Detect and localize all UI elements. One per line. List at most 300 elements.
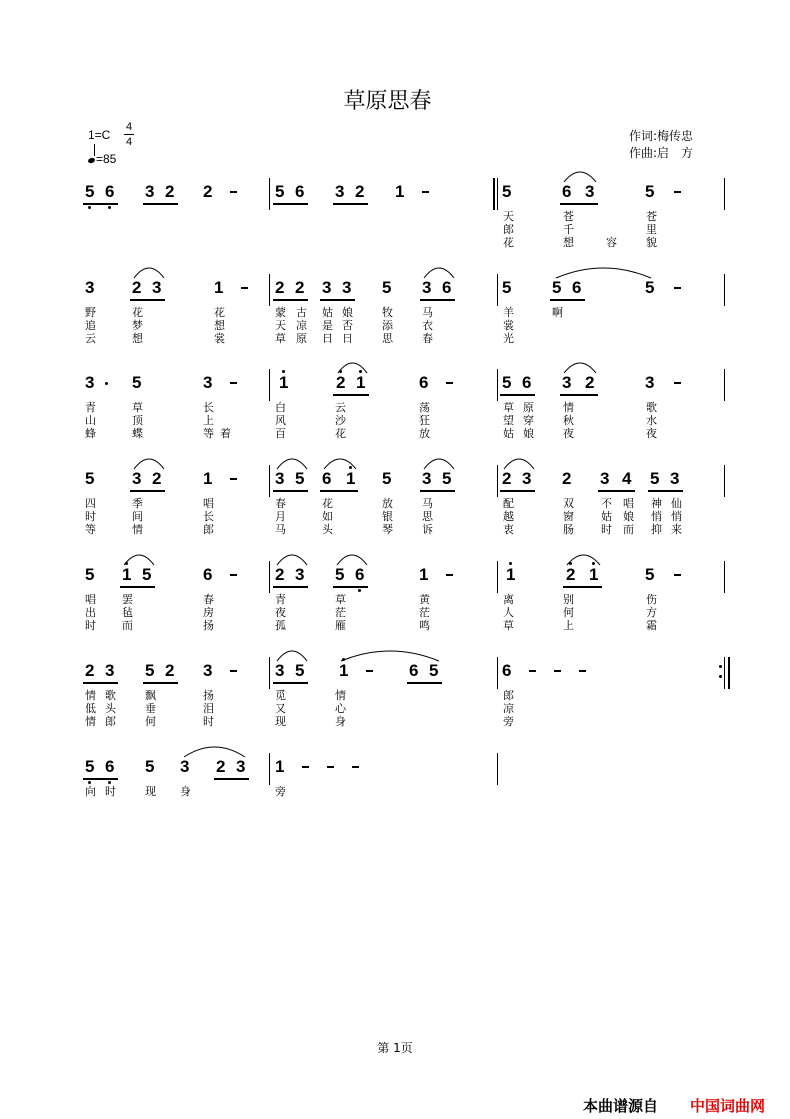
bar-line xyxy=(497,369,498,401)
beam-underline xyxy=(273,203,308,205)
note: 2 xyxy=(275,278,285,297)
note: 6 xyxy=(105,182,115,201)
lyric-syllable: 沙 xyxy=(335,414,346,427)
lyric-syllable: 裳 xyxy=(214,332,225,345)
lyric-syllable: 上 xyxy=(563,619,574,632)
lyric-syllable: 不 xyxy=(601,497,612,510)
bar-line xyxy=(724,369,725,401)
note: 3 xyxy=(295,565,305,584)
lyric-syllable: 季 xyxy=(132,497,143,510)
note: 1 xyxy=(419,565,429,584)
beam-underline xyxy=(273,490,308,492)
note: 6 xyxy=(322,469,332,488)
note: 5 xyxy=(335,565,345,584)
beam-underline xyxy=(420,490,455,492)
beam-underline xyxy=(143,203,178,205)
lyric-syllable: 狂 xyxy=(419,414,430,427)
lyric-syllable: 月 xyxy=(275,510,286,523)
lyric-syllable: 云 xyxy=(85,332,96,345)
beam-underline xyxy=(563,586,602,588)
beam-underline xyxy=(500,490,535,492)
lyric-syllable: 添 xyxy=(382,319,393,332)
key-signature: 1=C xyxy=(88,128,111,142)
note: 2 xyxy=(152,469,162,488)
lyric-syllable: 山 xyxy=(85,414,96,427)
lyric-syllable: 思 xyxy=(422,510,433,523)
meter-top: 4 xyxy=(125,121,133,133)
lyric-syllable: 荡 xyxy=(419,401,430,414)
note: 2 xyxy=(566,565,576,584)
note: 2 xyxy=(355,182,365,201)
note: 3 xyxy=(522,469,532,488)
sustain-dash xyxy=(230,191,237,193)
note: 3 xyxy=(585,182,595,201)
lyric-syllable: 姑 xyxy=(503,427,514,440)
note: 2 xyxy=(165,182,175,201)
octave-dot-low xyxy=(358,589,361,592)
beam-underline xyxy=(333,394,369,396)
slur-arc xyxy=(423,266,455,280)
beam-underline xyxy=(83,203,118,205)
lyric-syllable: 草 xyxy=(335,593,346,606)
lyric-syllable: 草 xyxy=(503,619,514,632)
note: 2 xyxy=(295,278,305,297)
note: 5 xyxy=(645,565,655,584)
lyric-syllable: 追 xyxy=(85,319,96,332)
lyric-syllable: 歌 xyxy=(646,401,657,414)
note: 3 xyxy=(422,278,432,297)
sustain-dash xyxy=(579,670,586,672)
lyric-syllable: 长 xyxy=(203,401,214,414)
lyric-syllable: 花 xyxy=(322,497,333,510)
score-system xyxy=(0,469,790,569)
song-title: 草原思春 xyxy=(343,89,432,114)
note: 5 xyxy=(442,469,452,488)
note: 3 xyxy=(180,757,190,776)
note: 1 xyxy=(122,565,132,584)
lyric-syllable: 仙 xyxy=(671,497,682,510)
lyric-syllable: 人 xyxy=(503,606,514,619)
note: 2 xyxy=(585,373,595,392)
note: 2 xyxy=(562,469,572,488)
lyric-syllable: 方 xyxy=(646,606,657,619)
bar-line xyxy=(497,753,498,785)
lyric-syllable: 如 xyxy=(322,510,333,523)
lyric-syllable: 时 xyxy=(203,715,214,728)
lyric-syllable: 青 xyxy=(275,593,286,606)
lyric-syllable: 风 xyxy=(275,414,286,427)
lyric-syllable: 四 xyxy=(85,497,96,510)
bar-line xyxy=(269,561,270,593)
lyric-syllable: 别 xyxy=(563,593,574,606)
lyric-syllable: 伤 xyxy=(646,593,657,606)
lyric-syllable: 姑 xyxy=(601,510,612,523)
lyric-syllable: 否 xyxy=(342,319,353,332)
lyricist-credit: 作词:梅传忠 xyxy=(629,129,694,143)
octave-dot-low xyxy=(88,781,91,784)
lyric-syllable: 毡 xyxy=(122,606,133,619)
lyric-syllable: 天 xyxy=(275,319,286,332)
octave-dot-low xyxy=(108,206,111,209)
note: 1 xyxy=(395,182,405,201)
note: 2 xyxy=(85,661,95,680)
lyric-syllable: 悄 xyxy=(671,510,682,523)
quarter-note-icon xyxy=(88,152,96,166)
note: 5 xyxy=(142,565,152,584)
lyric-syllable: 时 xyxy=(85,619,96,632)
lyric-syllable: 日 xyxy=(342,332,353,345)
lyric-syllable: 身 xyxy=(335,715,346,728)
lyric-syllable: 抑 xyxy=(651,523,662,536)
lyric-syllable: 银 xyxy=(382,510,393,523)
lyric-syllable: 青 xyxy=(85,401,96,414)
lyric-syllable: 马 xyxy=(275,523,286,536)
tempo-value: =85 xyxy=(96,152,117,166)
note: 5 xyxy=(275,182,285,201)
sustain-dash xyxy=(674,191,681,193)
lyric-syllable: 唱 xyxy=(203,497,214,510)
note: 5 xyxy=(429,661,439,680)
note: 1 xyxy=(279,373,289,392)
note: 5 xyxy=(502,182,512,201)
note: 6 xyxy=(295,182,305,201)
lyric-syllable: 原 xyxy=(523,401,534,414)
score-system xyxy=(0,278,790,378)
beam-underline xyxy=(333,203,368,205)
lyric-syllable: 情 xyxy=(563,401,574,414)
repeat-dot xyxy=(719,665,722,668)
slur-arc xyxy=(323,457,357,471)
note: 3 xyxy=(645,373,655,392)
lyric-syllable: 花 xyxy=(335,427,346,440)
lyric-syllable: 情 xyxy=(85,689,96,702)
bar-line xyxy=(497,657,498,689)
sustain-dash xyxy=(554,670,561,672)
lyric-syllable: 琴 xyxy=(382,523,393,536)
lyric-syllable: 光 xyxy=(503,332,514,345)
slur-arc xyxy=(503,457,535,471)
beam-underline xyxy=(333,586,368,588)
bar-line xyxy=(497,274,498,306)
lyric-syllable: 又 xyxy=(275,702,286,715)
lyric-syllable: 配 xyxy=(503,497,514,510)
bar-line xyxy=(724,178,725,210)
lyric-syllable: 花 xyxy=(214,306,225,319)
lyric-syllable: 茫 xyxy=(335,606,346,619)
bar-line xyxy=(269,369,270,401)
lyric-syllable: 野 xyxy=(85,306,96,319)
sustain-dash xyxy=(674,382,681,384)
note: 2 xyxy=(336,373,346,392)
lyric-syllable: 诉 xyxy=(422,523,433,536)
lyric-syllable: 鸣 xyxy=(419,619,430,632)
note: 3 xyxy=(203,373,213,392)
note: 5 xyxy=(502,373,512,392)
lyric-syllable: 娘 xyxy=(342,306,353,319)
lyric-syllable: 越 xyxy=(503,510,514,523)
lyric-syllable: 觅 xyxy=(275,689,286,702)
note: 3 xyxy=(145,182,155,201)
lyric-syllable: 衣 xyxy=(422,319,433,332)
lyric-syllable: 何 xyxy=(563,606,574,619)
lyric-syllable: 离 xyxy=(503,593,514,606)
note: 3 xyxy=(203,661,213,680)
beam-underline xyxy=(273,682,308,684)
lyric-syllable: 水 xyxy=(646,414,657,427)
note: 6 xyxy=(442,278,452,297)
lyric-syllable: 凉 xyxy=(503,702,514,715)
note: 6 xyxy=(105,757,115,776)
lyric-syllable: 马 xyxy=(422,497,433,510)
beam-underline xyxy=(648,490,683,492)
note: 3 xyxy=(670,469,680,488)
note: 6 xyxy=(409,661,419,680)
octave-dot-high xyxy=(509,562,512,565)
lyric-syllable: 苍 xyxy=(563,210,574,223)
note: 3 xyxy=(132,469,142,488)
page-number: 第 1页 xyxy=(377,1041,413,1055)
bar-line xyxy=(724,274,725,306)
beam-underline xyxy=(550,299,585,301)
lyric-syllable: 郎 xyxy=(503,689,514,702)
note: 6 xyxy=(419,373,429,392)
lyric-syllable: 花 xyxy=(132,306,143,319)
note: 5 xyxy=(645,182,655,201)
lyric-syllable: 孤 xyxy=(275,619,286,632)
note: 5 xyxy=(132,373,142,392)
slur-arc xyxy=(555,266,652,280)
bar-line xyxy=(728,657,730,689)
beam-underline xyxy=(560,203,598,205)
sustain-dash xyxy=(230,670,237,672)
lyric-syllable: 郎 xyxy=(203,523,214,536)
lyric-syllable: 放 xyxy=(382,497,393,510)
lyric-syllable: 郎 xyxy=(503,223,514,236)
slur-arc xyxy=(563,170,597,184)
lyric-syllable: 低 xyxy=(85,702,96,715)
lyric-syllable: 上 xyxy=(203,414,214,427)
note: 6 xyxy=(572,278,582,297)
lyric-syllable: 夜 xyxy=(646,427,657,440)
slur-arc xyxy=(563,361,597,375)
sustain-dash xyxy=(446,574,453,576)
lyric-syllable: 衷 xyxy=(503,523,514,536)
note: 3 xyxy=(275,661,285,680)
beam-underline xyxy=(83,682,118,684)
note: 3 xyxy=(105,661,115,680)
slur-arc xyxy=(183,745,246,759)
lyric-syllable: 花 xyxy=(503,236,514,249)
slur-arc xyxy=(276,553,308,567)
note: 2 xyxy=(216,757,226,776)
note: 5 xyxy=(85,182,95,201)
bar-line xyxy=(724,561,725,593)
lyric-syllable: 而 xyxy=(623,523,634,536)
lyric-syllable: 古 xyxy=(296,306,307,319)
beam-underline xyxy=(120,586,155,588)
beam-underline xyxy=(407,682,442,684)
lyric-syllable: 思 xyxy=(382,332,393,345)
beam-underline xyxy=(83,778,118,780)
beam-underline xyxy=(143,682,178,684)
sustain-dash xyxy=(302,766,309,768)
lyric-syllable: 窗 xyxy=(563,510,574,523)
note: 2 xyxy=(502,469,512,488)
beam-underline xyxy=(420,299,455,301)
beam-underline xyxy=(130,299,165,301)
note: 5 xyxy=(85,565,95,584)
note: 6 xyxy=(522,373,532,392)
lyric-syllable: 头 xyxy=(322,523,333,536)
lyric-syllable: 凉 xyxy=(296,319,307,332)
note: 3 xyxy=(152,278,162,297)
lyric-syllable: 夜 xyxy=(275,606,286,619)
lyric-syllable: 春 xyxy=(203,593,214,606)
note: 1 xyxy=(339,661,349,680)
lyric-syllable: 唱 xyxy=(85,593,96,606)
slur-arc xyxy=(276,457,308,471)
lyric-syllable: 白 xyxy=(275,401,286,414)
lyric-syllable: 唱 xyxy=(623,497,634,510)
beam-underline xyxy=(214,778,249,780)
lyric-syllable: 而 xyxy=(122,619,133,632)
bar-line xyxy=(269,753,270,785)
lyric-syllable: 时 xyxy=(601,523,612,536)
note: 3 xyxy=(562,373,572,392)
lyric-syllable: 扬 xyxy=(203,619,214,632)
beam-underline xyxy=(320,490,358,492)
slur-arc xyxy=(340,649,440,663)
lyric-syllable: 里 xyxy=(646,223,657,236)
lyric-syllable: 姑 xyxy=(322,306,333,319)
lyric-syllable: 心 xyxy=(335,702,346,715)
lyric-syllable: 草 xyxy=(275,332,286,345)
lyric-syllable: 穿 xyxy=(523,414,534,427)
lyric-syllable: 啊 xyxy=(552,306,563,319)
lyric-syllable: 时 xyxy=(85,510,96,523)
note: 5 xyxy=(645,278,655,297)
beam-underline xyxy=(273,299,308,301)
source-site: 中国词曲网 xyxy=(690,1097,766,1115)
lyric-syllable: 是 xyxy=(322,319,333,332)
beam-underline xyxy=(500,394,535,396)
bar-line xyxy=(493,178,495,210)
sustain-dash xyxy=(366,670,373,672)
lyric-syllable: 想 xyxy=(563,236,574,249)
note: 2 xyxy=(165,661,175,680)
lyric-syllable: 垂 xyxy=(145,702,156,715)
lyric-syllable: 百 xyxy=(275,427,286,440)
note: 5 xyxy=(382,278,392,297)
lyric-syllable: 夜 xyxy=(563,427,574,440)
beam-underline xyxy=(560,394,598,396)
lyric-syllable: 来 xyxy=(671,523,682,536)
bar-line xyxy=(269,465,270,497)
beam-underline xyxy=(320,299,355,301)
slur-arc xyxy=(123,553,155,567)
tempo-marking xyxy=(88,152,116,166)
note: 6 xyxy=(203,565,213,584)
score-system xyxy=(0,182,790,282)
bar-line xyxy=(724,657,725,689)
sustain-dash xyxy=(674,574,681,576)
note: 1 xyxy=(275,757,285,776)
lyric-syllable: 苍 xyxy=(646,210,657,223)
lyric-syllable: 日 xyxy=(322,332,333,345)
lyric-syllable: 旁 xyxy=(503,715,514,728)
bar-line xyxy=(269,274,270,306)
augmentation-dot xyxy=(105,382,108,385)
lyric-syllable: 放 xyxy=(419,427,430,440)
bar-line xyxy=(497,465,498,497)
lyric-syllable: 泪 xyxy=(203,702,214,715)
note: 5 xyxy=(145,661,155,680)
lyric-syllable: 长 xyxy=(203,510,214,523)
beam-underline xyxy=(598,490,635,492)
note: 3 xyxy=(600,469,610,488)
slur-arc xyxy=(337,361,368,375)
lyric-syllable: 梦 xyxy=(132,319,143,332)
lyric-syllable: 情 xyxy=(85,715,96,728)
bar-line xyxy=(269,178,270,210)
note: 5 xyxy=(552,278,562,297)
beam-underline xyxy=(273,586,308,588)
octave-dot-low xyxy=(108,781,111,784)
sustain-dash xyxy=(241,287,248,289)
score-system xyxy=(0,373,790,473)
lyric-syllable: 何 xyxy=(145,715,156,728)
note: 3 xyxy=(85,373,95,392)
note: 5 xyxy=(145,757,155,776)
note: 2 xyxy=(275,565,285,584)
sustain-dash xyxy=(446,382,453,384)
sustain-dash xyxy=(422,191,429,193)
note: 3 xyxy=(335,182,345,201)
lyric-syllable: 秋 xyxy=(563,414,574,427)
lyric-syllable: 原 xyxy=(296,332,307,345)
bar-line xyxy=(724,465,725,497)
sustain-dash xyxy=(230,574,237,576)
lyric-syllable: 茫 xyxy=(419,606,430,619)
lyric-syllable: 望 xyxy=(503,414,514,427)
slur-arc xyxy=(566,553,601,567)
lyric-syllable: 飘 xyxy=(145,689,156,702)
lyric-syllable: 裳 xyxy=(503,319,514,332)
lyric-syllable: 神 xyxy=(651,497,662,510)
note: 2 xyxy=(132,278,142,297)
note: 5 xyxy=(295,469,305,488)
lyric-syllable: 身 xyxy=(180,785,191,798)
lyric-syllable: 情 xyxy=(132,523,143,536)
lyric-syllable: 霜 xyxy=(646,619,657,632)
note: 5 xyxy=(295,661,305,680)
note: 1 xyxy=(356,373,366,392)
repeat-dot xyxy=(719,675,722,678)
lyric-syllable: 天 xyxy=(503,210,514,223)
note: 6 xyxy=(502,661,512,680)
meter-bottom: 4 xyxy=(125,136,133,148)
time-signature xyxy=(122,121,136,148)
lyric-syllable: 现 xyxy=(275,715,286,728)
note: 5 xyxy=(382,469,392,488)
lyric-syllable: 黄 xyxy=(419,593,430,606)
lyric-syllable: 出 xyxy=(85,606,96,619)
lyric-syllable: 貌 xyxy=(646,236,657,249)
octave-dot-high xyxy=(282,370,285,373)
lyric-syllable: 肠 xyxy=(563,523,574,536)
sustain-dash xyxy=(674,287,681,289)
note: 6 xyxy=(355,565,365,584)
